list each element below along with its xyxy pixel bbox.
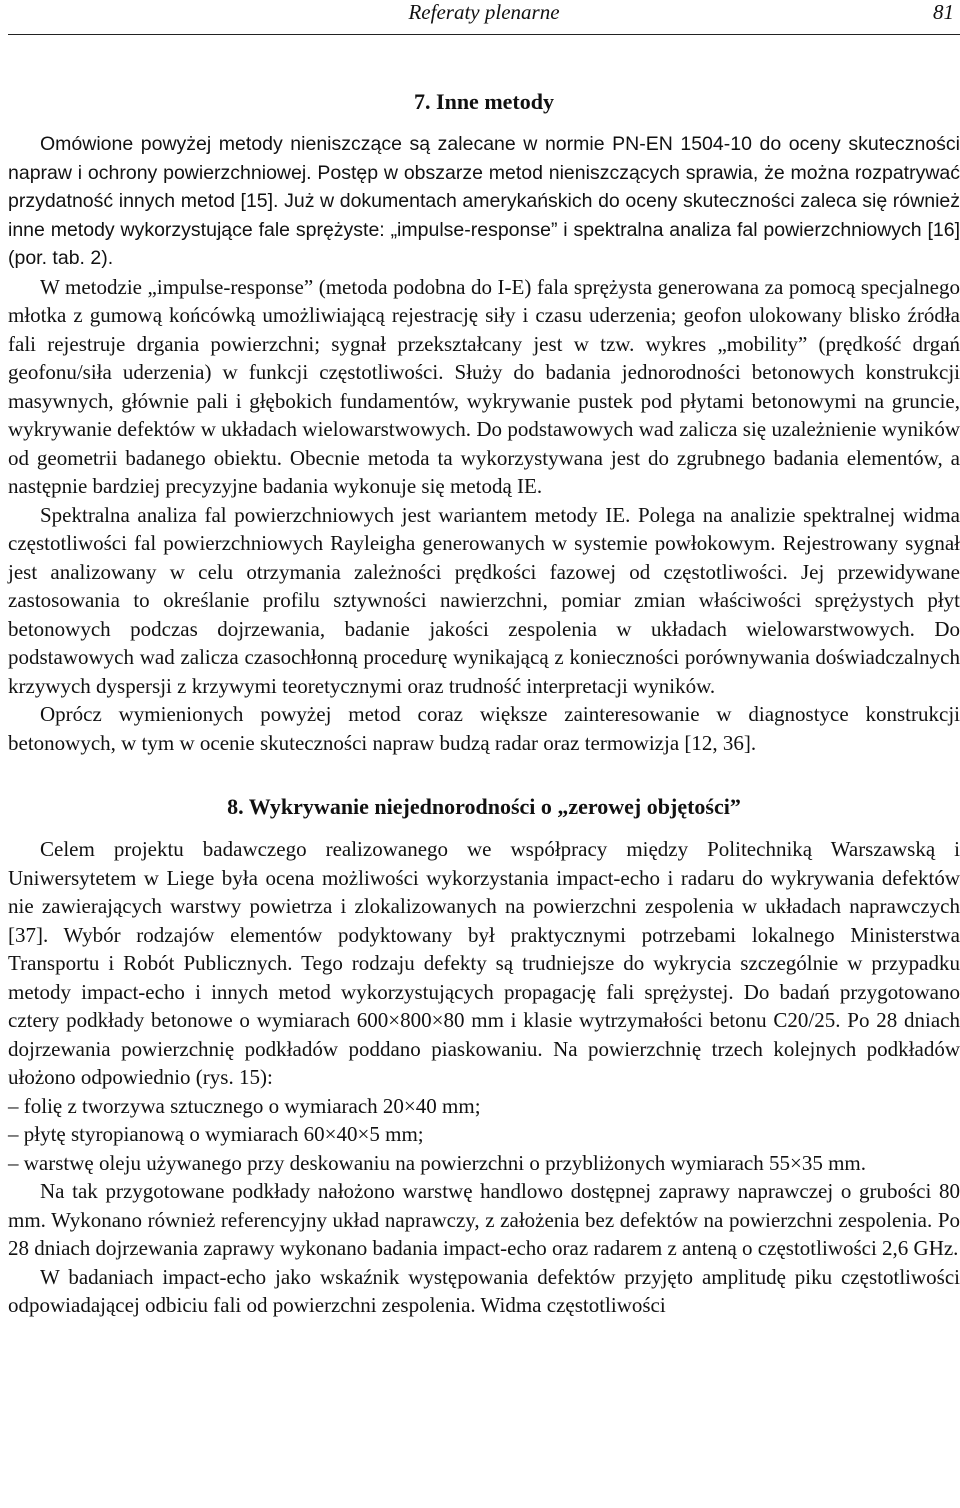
paragraph-7-4: Oprócz wymienionych powyżej metod coraz większe zainteresowanie w diagnostyce konstrukcji betonowych, w tym w ocenie skuteczności napraw budzą radar oraz termowizja [12, 36]. (8, 702, 960, 755)
list-item: – folię z tworzywa sztucznego o wymiarach 20×40 mm; (8, 1093, 481, 1118)
paragraph-7-3: Spektralna analiza fal powierzchniowych jest wariantem metody IE. Polega na analizie spektralnej widma częstotliwości fal powierzchniowych Rayleigha generowanych w systemie powłokowym. Rejestrowany sygnał jest analizowany w celu otrzymania zależności prędkości fazowej od częstotliwości. Jej przewidywane zastosowania to określanie profilu sztywności nawierzchni, pomiar zmian właściwości sprężystych płyt betonowych podczas dojrzewania, badanie jakości zespolenia w układach wielowarstwowych. Do podstawowych wad zalicza czasochłonną procedurę wynikającą z konieczności porównywania doświadczalnych krzywych dyspersji z krzywymi teoretycznymi oraz trudność interpretacji wyników. (8, 502, 960, 698)
defect-list (8, 1092, 960, 1178)
paragraph-7-2: W metodzie „impulse-response” (metoda podobna do I-E) fala sprężysta generowana za pomocą specjalnego młotka z gumową końcówką umożliwiającą rejestrację siły i czasu uderzenia; geofon ulokowany blisko źródła fali rejestruje drgania powierzchni; sygnał przekształcany jest w tzw. wykres „mobility” (prędkość drgań geofonu/siła uderzenia) w funkcji częstotliwości. Służy do badania jednorodności betonowych konstrukcji masywnych, głównie pali i głębokich fundamentów, wykrywanie pustek pod płytami betonowymi na gruncie, wykrywanie defektów w układach wielowarstwowych. Do podstawowych wad zalicza się uzależnienie wyników od geometrii badanego obiektu. Obecnie metoda ta wykorzystywana jest do zgrubnego badania elementów, a następnie bardziej precyzyjne badania wykonuje się metodą IE. (8, 274, 960, 498)
header-title: Referaty plenarne (408, 0, 560, 24)
paragraph-7-1: Omówione powyżej metody nieniszczące są zalecane w normie PN-EN 1504-10 do oceny skuteczności napraw i ochrony powierzchniowej. Postęp w obszarze metod nieniszczących sprawia, że można rozpatrywać przydatność innych metod [15]. Już w dokumentach amerykańskich do oceny skuteczności zaleca się również inne metody wykorzystujące fale sprężyste: „impulse-response” i spektralna analiza fal powierzchniowych [16] (por. tab. 2). (8, 133, 960, 269)
running-header (8, 0, 960, 35)
section-7-heading: 7. Inne metody (414, 89, 554, 114)
document-page (8, 0, 960, 1508)
section-8-heading: 8. Wykrywanie niejednorodności o „zerowej objętości” (227, 794, 741, 819)
paragraph-8-3: W badaniach impact-echo jako wskaźnik występowania defektów przyjęto amplitudę piku częstotliwości odpowiadającej odbiciu fali od powierzchni zespolenia. Widma częstotliwości (8, 1264, 960, 1317)
list-item: – płytę styropianową o wymiarach 60×40×5 mm; (8, 1122, 424, 1146)
list-item: – warstwę oleju używanego przy deskowaniu na powierzchni o przybliżonych wymiarach 55×35 mm. (8, 1150, 867, 1175)
paragraph-8-1: Celem projektu badawczego realizowanego we współpracy między Politechniką Warszawską i Uniwersytetem w Liege była ocena możliwości wykorzystania impact-echo i radaru do wykrywania defektów nie zawierających warstwy powietrza i zlokalizowanych na powierzchni zespolenia w układach naprawczych [37]. Wybór rodzajów elementów podyktowany był praktycznymi potrzebami lokalnego Ministerstwa Transportu i Robót Publicznych. Tego rodzaju defekty są trudniejsze do wykrycia szczególnie w przypadku metody impact-echo i innych metod wykorzystujących propagację fali sprężystej. Do badań przygotowano cztery podkłady betonowe o wymiarach 600×800×80 mm i klasie wytrzymałości betonu C20/25. Po 28 dniach dojrzewania powierzchnię podkładów poddano piaskowaniu. Na powierzchnię trzech kolejnych podkładów ułożono odpowiednio (rys. 15): (8, 837, 960, 1089)
paragraph-8-2: Na tak przygotowane podkłady nałożono warstwę handlowo dostępnej zaprawy naprawczej o grubości 80 mm. Wykonano również referencyjny układ naprawczy, z założenia bez defektów na powierzchni zespolenia. Po 28 dniach dojrzewania zaprawy wykonano badania impact-echo oraz radarem z anteną o częstotliwości 2,6 GHz. (8, 1179, 960, 1260)
page-number: 81 (933, 0, 954, 24)
